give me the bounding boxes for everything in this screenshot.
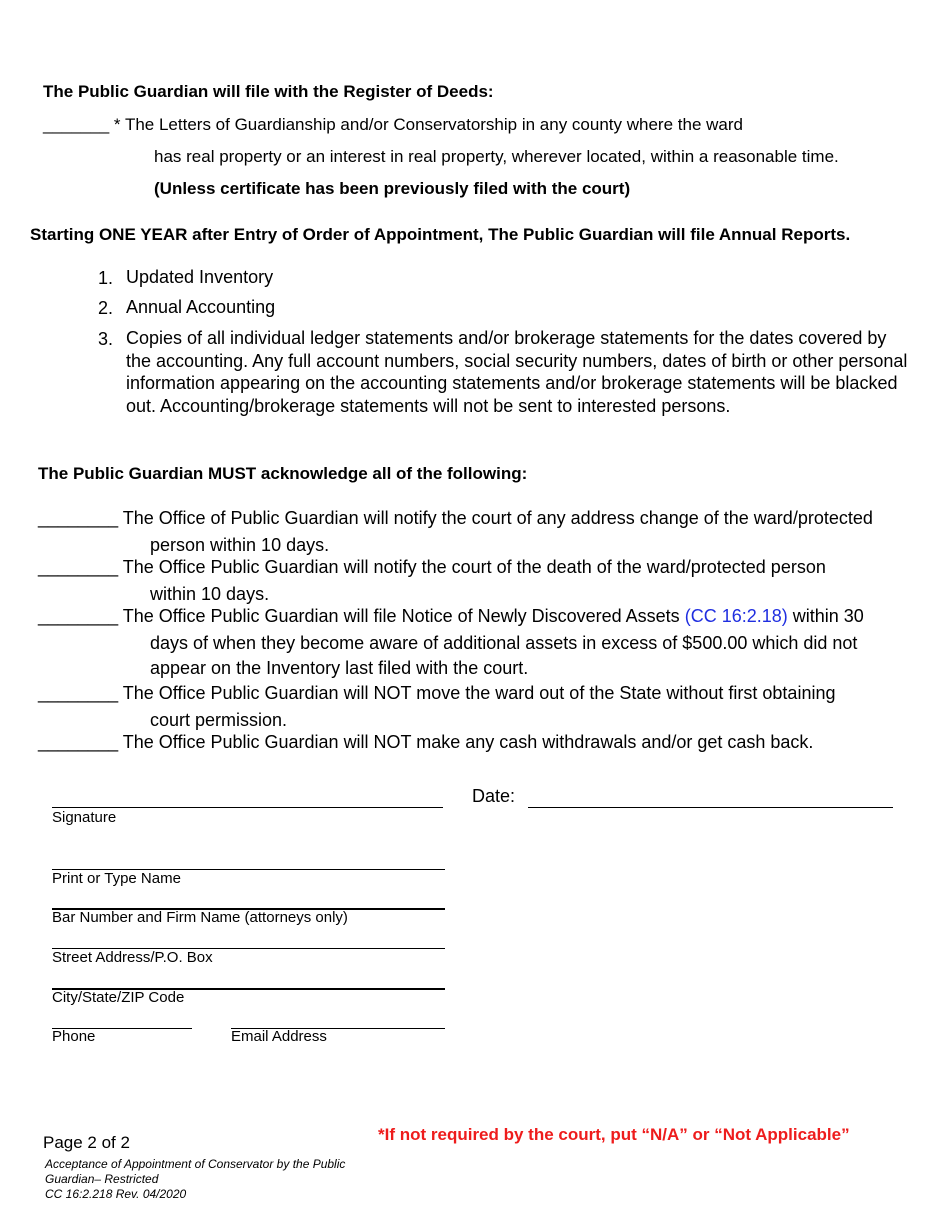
acknowledge-item-cont: appear on the Inventory last filed with the court. [150,658,529,678]
acknowledge-item [38,606,864,627]
email-label: Email Address [231,1028,327,1045]
acknowledge-item [38,732,813,753]
bar-number-label: Bar Number and Firm Name (attorneys only) [52,909,348,926]
acknowledge-heading: The Public Guardian MUST acknowledge all of the following: [38,464,528,483]
acknowledge-item-cont: days of when they become aware of additional assets in excess of $500.00 which did not [150,633,858,653]
acknowledge-item-text: The Office Public Guardian will NOT move the ward out of the State without first obtaining [122,683,836,703]
rule-reference-link[interactable]: (CC 16:2.18) [684,606,788,626]
initial-blank[interactable]: ________ [38,683,119,703]
acknowledge-item-cont: within 10 days. [150,584,270,604]
initial-blank[interactable]: ________ [38,557,119,577]
signature-field[interactable] [52,807,443,808]
page-number: Page 2 of 2 [43,1133,130,1152]
date-label: Date: [472,786,516,806]
initial-blank[interactable]: ________ [38,508,119,528]
list-item-number: 2. [98,298,114,318]
form-title-line1: Acceptance of Appointment of Conservator by the Public [45,1157,346,1171]
list-item: Annual Accounting [126,297,276,317]
acknowledge-item-text: The Office Public Guardian will file Notice of Newly Discovered Assets [122,606,680,626]
phone-label: Phone [52,1028,96,1045]
city-label: City/State/ZIP Code [52,989,185,1006]
register-item [43,115,743,135]
initial-blank[interactable]: _______ [43,115,110,134]
date-field[interactable] [528,807,893,808]
register-item-line1: * The Letters of Guardianship and/or Conservatorship in any county where the ward [113,115,743,134]
street-label: Street Address/P.O. Box [52,949,213,966]
acknowledge-item [38,508,873,529]
register-item-line2: has real property or an interest in real property, wherever located, within a reasonable time. [154,147,839,166]
signature-label: Signature [52,809,117,826]
acknowledge-item-text: The Office Public Guardian will notify the court of the death of the ward/protected person [122,557,826,577]
acknowledge-item-cont: person within 10 days. [150,535,330,555]
acknowledge-item-text: The Office Public Guardian will NOT make any cash withdrawals and/or get cash back. [122,732,814,752]
acknowledge-item [38,683,835,704]
register-heading: The Public Guardian will file with the Register of Deeds: [43,82,494,101]
initial-blank[interactable]: ________ [38,732,119,752]
list-item-number: 1. [98,268,114,288]
initial-blank[interactable]: ________ [38,606,119,626]
form-code: CC 16:2.218 Rev. 04/2020 [45,1187,187,1201]
acknowledge-item [38,557,826,578]
acknowledge-item-text: within 30 [792,606,864,626]
acknowledge-item-text: The Office of Public Guardian will notify the court of any address change of the ward/protected [122,508,873,528]
register-note: (Unless certificate has been previously filed with the court) [154,179,631,198]
list-item: Copies of all individual ledger statements and/or brokerage statements for the dates covered by the accounting. Any full account numbers, social security numbers, dates of birth or other personal information appearing on the accounting statements and/or brokerage statements will be blacked out. Accounting/brokerage statements will not be sent to interested persons. [126,328,908,416]
list-item: Updated Inventory [126,267,274,287]
not-applicable-notice: *If not required by the court, put “N/A” or “Not Applicable” [378,1125,850,1144]
form-title [45,1157,345,1202]
print-name-label: Print or Type Name [52,870,181,887]
annual-heading: Starting ONE YEAR after Entry of Order of Appointment, The Public Guardian will file Annual Reports. [30,225,851,244]
acknowledge-item-cont: court permission. [150,710,288,730]
form-title-line2: Guardian– Restricted [45,1172,159,1186]
list-item-number: 3. [98,329,114,349]
